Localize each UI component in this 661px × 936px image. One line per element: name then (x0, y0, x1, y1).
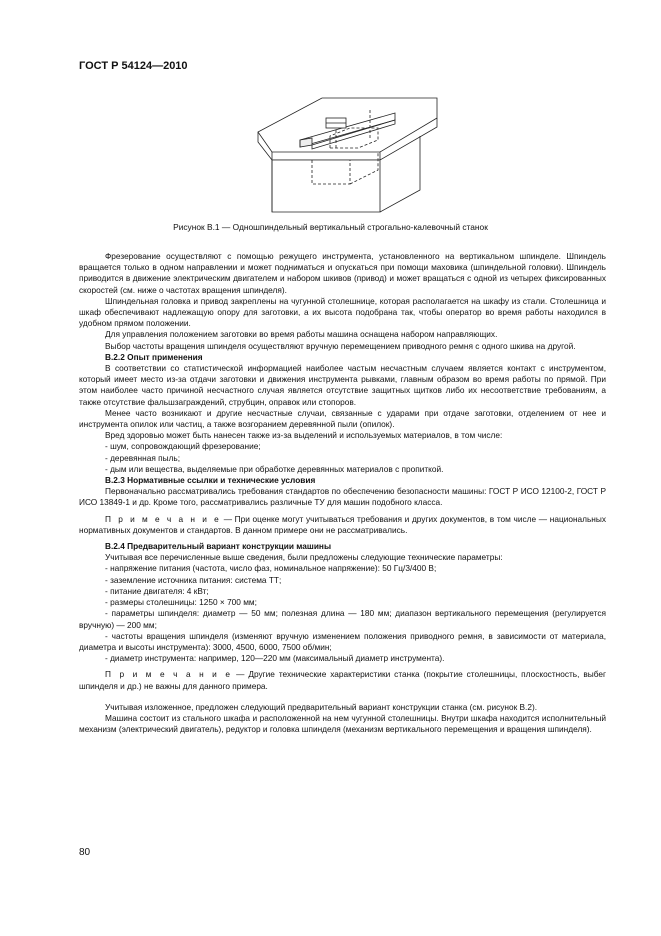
note-text: — Другие технические характеристики станка (покрытие столешницы, плоскостность, выбег шпинделя и др.) не важны для данного примера. (79, 669, 606, 691)
list-item: - напряжение питания (частота, число фаз, номинальное напряжение): 50 Гц/3/400 В; (105, 563, 437, 574)
body-text (79, 251, 606, 735)
document-header: ГОСТ Р 54124—2010 (79, 60, 188, 72)
list-item: - размеры столешницы: 1250 × 700 мм; (105, 597, 257, 608)
note-label: П р и м е ч а н и е (105, 513, 222, 524)
section-heading: В.2.3 Нормативные ссылки и технические условия (105, 475, 316, 486)
paragraph: Шпиндельная головка и привод закреплены на чугунной столешнице, которая располагается на шкафу из стали. Столешница и шкаф обеспечивают надлежащую опору для заготовки, а их высота подобрана так, чтобы оператор во время работы находился в удобном прямом положении. (79, 295, 606, 329)
list-item: - питание двигателя: 4 кВт; (105, 585, 209, 596)
note-paragraph (79, 514, 606, 536)
list-item: - частоты вращения шпинделя (изменяют вручную изменением положения приводного ремня, в зависимости от материала, диаметра и высоты инструмента): 3000, 4500, 6000, 7500 об/мин; (79, 630, 606, 652)
list-item: - диаметр инструмента: например, 120—220 мм (максимальный диаметр инструмента). (105, 653, 445, 664)
paragraph: В соответствии со статистической информацией наиболее частым несчастным случаем является контакт с инструментом, который имеет место из-за отдачи заготовки и движения инструмента рывками, главным образом во время работы по прямой. При этом наиболее часто причиной несчастного случая является отсутствие защитных щитков либо их несоответствие требованиям, а также отсутствие фальшзаграждений, струбцин, оправок или стопоров. (79, 363, 606, 407)
figure-caption: Рисунок В.1 — Одношпиндельный вертикальный строгально-калевочный станок (173, 222, 488, 232)
page-number: 80 (79, 847, 91, 858)
list-item: - дым или вещества, выделяемые при обработке деревянных материалов с пропиткой. (105, 463, 444, 474)
paragraph: Учитывая изложенное, предложен следующий предварительный вариант конструкции станка (см. рисунок В.2). (105, 701, 538, 712)
machine-figure (0, 0, 661, 240)
paragraph: Менее часто возникают и другие несчастные случаи, связанные с ударами при отдаче заготовки, отделением от нее и инструмента опилок или частиц, а также возгоранием деревянной пыли (опилок). (79, 407, 606, 430)
table-top (258, 98, 437, 152)
section-heading: В.2.4 Предварительный вариант конструкции машины (105, 541, 332, 552)
cabinet (272, 160, 380, 212)
paragraph: Для управления положением заготовки во время работы машина оснащена набором направляющих. (105, 329, 498, 340)
paragraph: Учитывая все перечисленные выше сведения, были предложены следующие технические параметры: (105, 552, 503, 563)
paragraph: Первоначально рассматривались требования стандартов по обеспечению безопасности машины: ГОСТ Р ИСО 12100-2, ГОСТ Р ИСО 13849-1 и др. Кроме того, рассматривались различные ТУ для машин подобного класса. (79, 486, 606, 508)
list-item: - шум, сопровождающий фрезерование; (105, 441, 261, 452)
paragraph: Выбор частоты вращения шпинделя осуществляют вручную перемещением приводного ремня с одного шкива на другой. (105, 340, 576, 351)
list-item: - параметры шпинделя: диаметр — 50 мм; полезная длина — 180 мм; диапазон вертикального перемещения (регулируется вручную) — 200 мм; (79, 608, 606, 630)
list-item: - заземление источника питания: система ТТ; (105, 574, 282, 585)
note-paragraph (79, 669, 606, 691)
paragraph: Машина состоит из стального шкафа и расположенной на нем чугунной столешницы. Внутри шкафа находится исполнительный механизм (электрический двигатель), редуктор и головка шпинделя (механизм вертикального перемещения и вращения шпинделя). (79, 712, 606, 735)
paragraph: Фрезерование осуществляют с помощью режущего инструмента, установленного на вертикальном шпинделе. Шпиндель вращается только в одном направлении и может подниматься и опускаться при помощи маховика (шпиндельной головки). Шпиндель приводится в движение электрическим двигателем и набором шкивов (привод) и может вращаться с одной из четырех фиксированных скоростей (см. ниже о частотах вращения шпинделя). (79, 251, 606, 295)
note-text: — При оценке могут учитываться требования и других документов, в том числе — национальных нормативных документов и стандартов. В данном примере они не рассматривались. (79, 513, 606, 535)
list-item: - деревянная пыль; (105, 452, 181, 463)
note-label: П р и м е ч а н и е (105, 669, 233, 680)
section-heading: В.2.2 Опыт применения (105, 351, 203, 362)
paragraph: Вред здоровью может быть нанесен также из-за выделений и используемых материалов, в том числе: (105, 430, 503, 441)
